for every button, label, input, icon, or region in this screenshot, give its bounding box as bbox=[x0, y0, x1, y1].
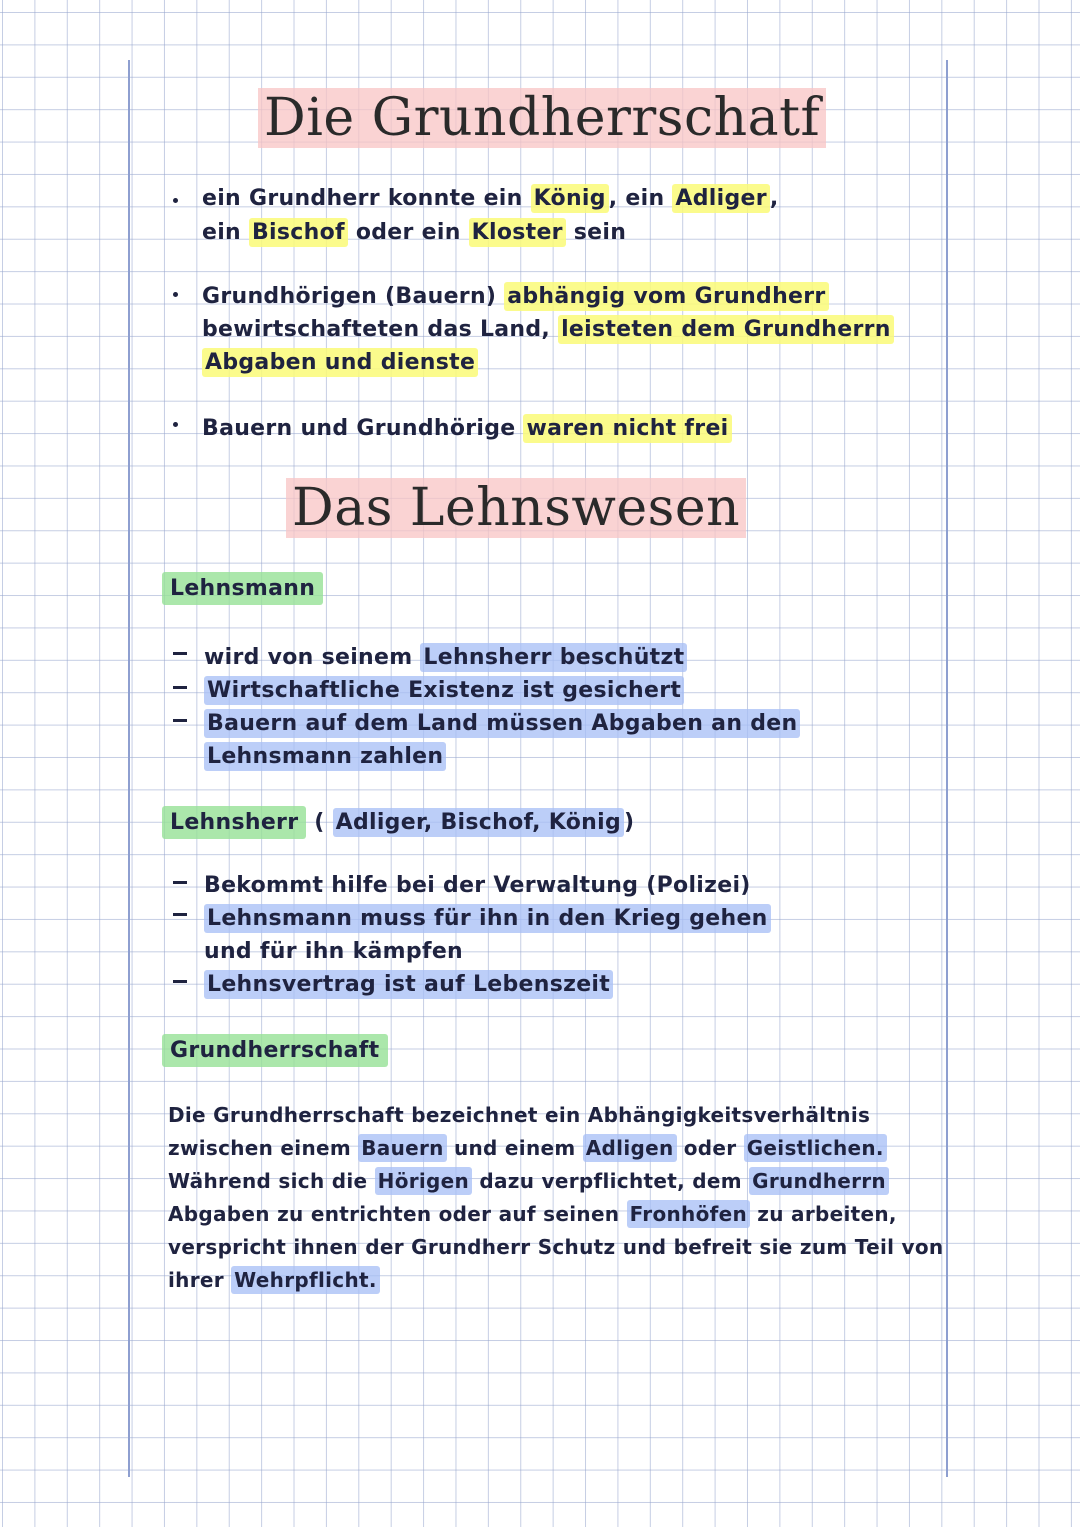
text-span: ) bbox=[624, 810, 635, 835]
bullet-dot bbox=[173, 292, 178, 297]
title-lehnswesen bbox=[286, 478, 746, 538]
title-grundherrschaft bbox=[258, 88, 826, 148]
text-span: Grundherrschaft bbox=[162, 1034, 388, 1067]
grundherrschaft-para-line-6 bbox=[168, 1265, 380, 1295]
text-span: Bauern auf dem Land müssen Abgaben an den bbox=[204, 709, 800, 738]
text-span: sein bbox=[565, 220, 627, 245]
text-span: Fronhöfen bbox=[627, 1200, 750, 1228]
text-span: ein Grundherr konnte ein bbox=[202, 186, 531, 211]
text-span: Abgaben und dienste bbox=[202, 348, 478, 377]
bullet-2-line-1 bbox=[202, 282, 829, 312]
lehnsmann-line-3 bbox=[204, 709, 800, 739]
dash-marker bbox=[173, 980, 187, 983]
text-span: König bbox=[531, 184, 609, 213]
text-span: Grundhörigen (Bauern) bbox=[202, 284, 505, 309]
grundherrschaft-para-line-3 bbox=[168, 1166, 889, 1196]
bullet-2-line-3 bbox=[202, 348, 478, 378]
dash-marker bbox=[173, 686, 187, 689]
text-span: zwischen einem bbox=[168, 1136, 359, 1160]
lehnsherr-line-2 bbox=[204, 904, 771, 934]
bullet-1-line-1 bbox=[202, 184, 779, 214]
lehnsherr-line-1 bbox=[204, 871, 751, 901]
text-span: Lehnsmann zahlen bbox=[204, 742, 446, 771]
right-margin-line bbox=[946, 60, 948, 1477]
text-span: Lehnsvertrag ist auf Lebenszeit bbox=[204, 970, 613, 999]
text-span: Bekommt hilfe bei der Verwaltung (Polizei) bbox=[204, 873, 751, 898]
text-span: bewirtschafteten das Land, bbox=[202, 317, 559, 342]
text-span: Lehnsherr beschützt bbox=[420, 643, 687, 672]
text-span: Kloster bbox=[469, 218, 566, 247]
lehnsmann-line-2 bbox=[204, 676, 684, 706]
text-span: Lehnsmann bbox=[162, 572, 323, 605]
bullet-dot bbox=[173, 422, 178, 427]
text-span: , ein bbox=[608, 186, 673, 211]
text-span: Bischof bbox=[249, 218, 348, 247]
text-span: Geistlichen. bbox=[744, 1134, 887, 1162]
lehnsherr-line-4 bbox=[204, 970, 613, 1000]
text-span: Adliger, Bischof, König bbox=[333, 808, 624, 837]
text-span: Grundherrn bbox=[749, 1167, 889, 1195]
text-span: dazu verpflichtet, dem bbox=[472, 1169, 750, 1193]
text-span: Hörigen bbox=[375, 1167, 472, 1195]
lehnsherr-line-3 bbox=[204, 937, 463, 967]
grundherrschaft-para-line-2 bbox=[168, 1133, 887, 1163]
text-span: oder bbox=[676, 1136, 744, 1160]
text-span: Lehnsmann muss für ihn in den Krieg gehen bbox=[204, 904, 771, 933]
left-margin-line bbox=[128, 60, 130, 1477]
grundherrschaft-para-line-1 bbox=[168, 1100, 870, 1130]
text-span: Die Grundherrschatf bbox=[258, 88, 826, 148]
text-span: Lehnsherr bbox=[162, 806, 306, 839]
text-span: Wehrpflicht. bbox=[231, 1266, 380, 1294]
dash-marker bbox=[173, 913, 187, 916]
text-span: Wirtschaftliche Existenz ist gesichert bbox=[204, 676, 684, 705]
dash-marker bbox=[173, 881, 187, 884]
lehnsmann-line-1 bbox=[204, 643, 687, 673]
text-span: Adliger bbox=[672, 184, 769, 213]
text-span: Abgaben zu entrichten oder auf seinen bbox=[168, 1202, 627, 1226]
text-span: oder ein bbox=[347, 220, 469, 245]
dash-marker bbox=[173, 719, 187, 722]
heading-lehnsmann bbox=[162, 574, 323, 604]
text-span: , bbox=[769, 186, 779, 211]
text-span: Die Grundherrschaft bezeichnet ein Abhängigkeitsverhältnis bbox=[168, 1103, 871, 1127]
text-span: und einem bbox=[446, 1136, 583, 1160]
bullet-3-line-1 bbox=[202, 414, 732, 444]
text-span: Während sich die bbox=[168, 1169, 375, 1193]
text-span: Bauern bbox=[358, 1134, 446, 1162]
text-span: zu arbeiten, bbox=[750, 1202, 897, 1226]
text-span: ( bbox=[306, 810, 333, 835]
lehnsmann-line-4 bbox=[204, 742, 446, 772]
heading-grundherrschaft bbox=[162, 1036, 388, 1066]
text-span: ihrer bbox=[168, 1268, 232, 1292]
text-span: verspricht ihnen der Grundherr Schutz und befreit sie zum Teil von bbox=[168, 1235, 944, 1259]
grundherrschaft-para-line-4 bbox=[168, 1199, 897, 1229]
text-span: waren nicht frei bbox=[523, 414, 731, 443]
text-span: wird von seinem bbox=[204, 645, 421, 670]
text-span: abhängig vom Grundherr bbox=[504, 282, 828, 311]
text-span: leisteten dem Grundherrn bbox=[558, 315, 894, 344]
grundherrschaft-para-line-5 bbox=[168, 1232, 943, 1262]
text-span: Das Lehnswesen bbox=[286, 478, 746, 538]
dash-marker bbox=[173, 652, 187, 655]
text-span: Bauern und Grundhörige bbox=[202, 416, 524, 441]
text-span: und für ihn kämpfen bbox=[204, 939, 464, 964]
text-span: Adligen bbox=[583, 1134, 677, 1162]
heading-lehnsherr bbox=[162, 808, 634, 838]
bullet-dot bbox=[173, 198, 178, 203]
text-span: ein bbox=[202, 220, 249, 245]
bullet-2-line-2 bbox=[202, 315, 894, 345]
bullet-1-line-2 bbox=[202, 218, 626, 248]
